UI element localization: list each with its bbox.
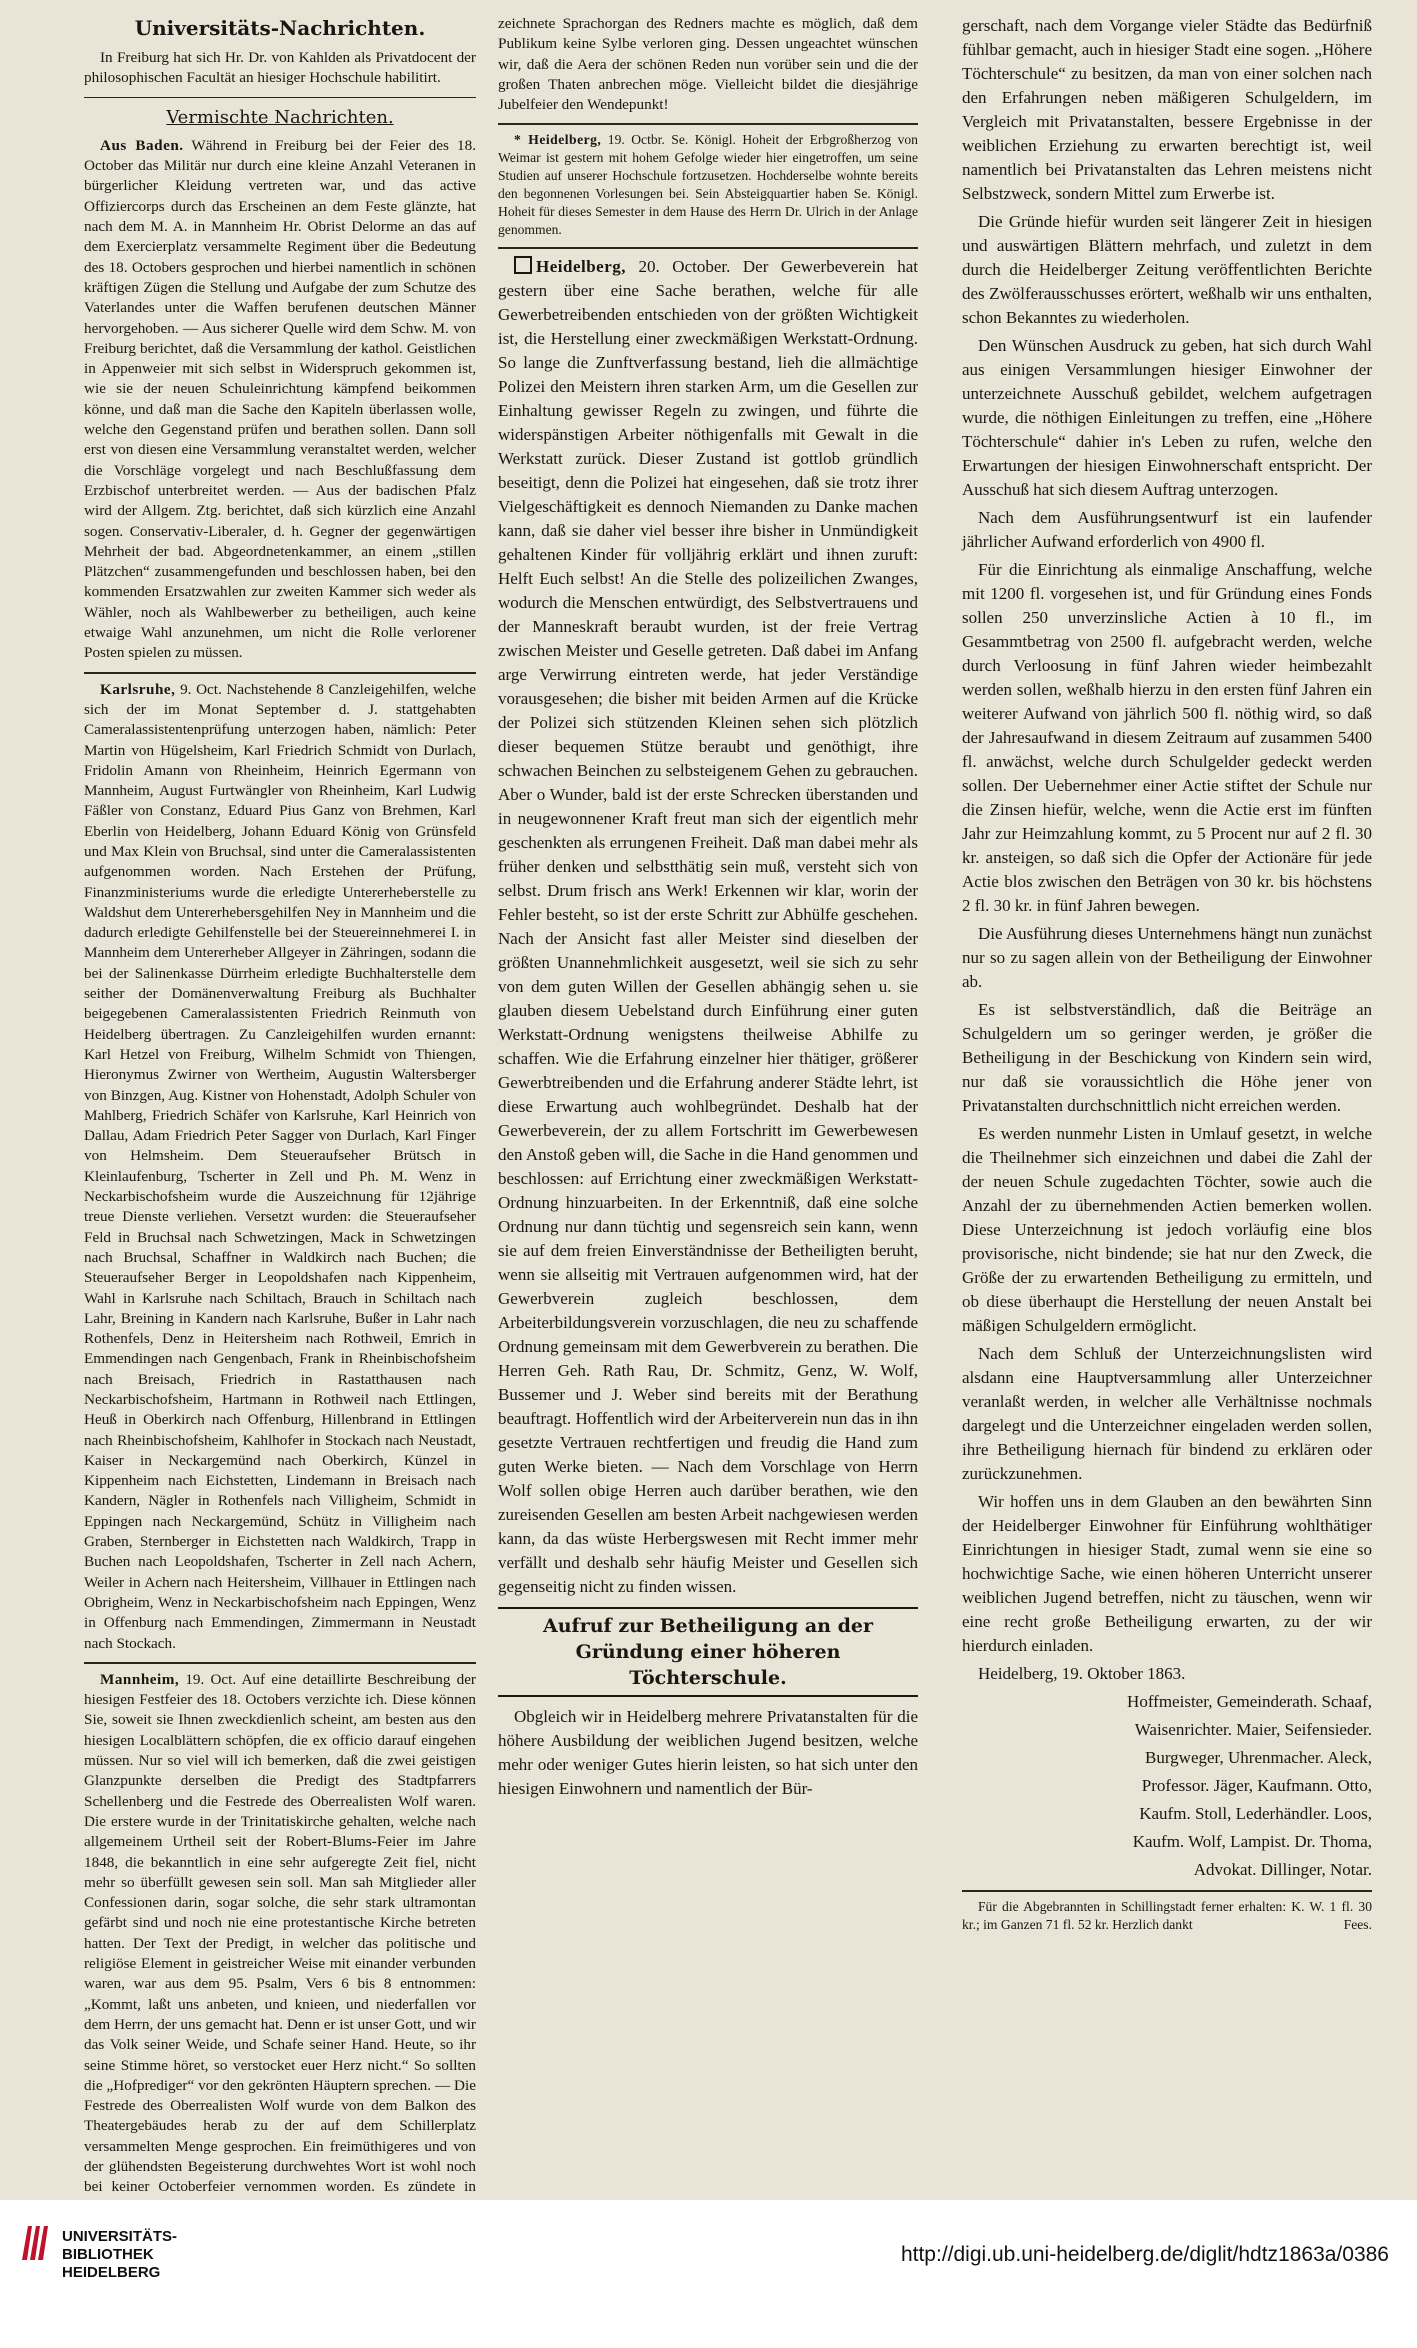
library-name-line: BIBLIOTHEK bbox=[62, 2246, 154, 2263]
dateline-date: 20. October. bbox=[638, 257, 731, 277]
signature-line: Hoffmeister, Gemeinderath. Schaaf, bbox=[1127, 1692, 1372, 1711]
article-body: Auf eine detaillirte Beschreibung der hiesigen Festfeier des 18. Octobers verzichte ich. Diese können Sie, soweit sie Ihnen zweckdienlich scheint, am besten aus den hiesigen Localblättern schöpfen, die ex officio darauf eingehen müssen. Nur so viel will ich bemerken, daß die zwei geistigen Glanzpunkte derselben die Predigt des Stadtpfarrers Schellenberg und die Festrede des Oberrealisten Wolf waren. Die erstere wurde in der Trinitatiskirche gehalten, welche nach allgemeinem Urtheil seit der Robert-Blums-Feier im Jahre 1848, die bekanntlich in eine sehr aufgeregte Zeit fiel, nicht mehr so überfüllt gewesen sein soll. Man sah Mitglieder aller Confessionen darin, sogar solche, die sehr stark ultramontan gefärbt sind und noch nie eine protestantische Kirche betreten hatten. Der Text der Predigt, in welcher das politische und religiöse Element in geistreicher Weise mit einander verbunden waren, war aus dem 95. Psalm, Vers 6 bis 8 entnommen: „Kommt, laßt uns anbeten, und knieen, und niederfallen vor dem Herrn, der uns gemacht hat. Denn er ist unser Gott, und wir das Volk seiner Weide, und Schafe seiner Hand. Heute, so ihr seine Stimme höret, so verstocket euer Herz nicht.“ So sollten die „Hofprediger“ vor den gekrönten Häuptern sprechen. — Die Festrede des Oberrealisten Wolf wurde von dem Balkon des Theatergebäudes herab zu der auf dem Schillerplatz versammelten Menge gesprochen. Ein freimüthigeres und von der glühendsten Begeisterung durchwehtes Wort ist wohl noch bei keiner Octoberfeier vernommen worden. Es zündete in bbox=[84, 1670, 476, 2196]
signature-line: Waisenrichter. Maier, Seifensieder. bbox=[1134, 1720, 1372, 1739]
article-karlsruhe bbox=[84, 680, 476, 1654]
dateline-place: Heidelberg, bbox=[536, 257, 627, 277]
library-logo-icon bbox=[18, 2222, 54, 2266]
signature-line: Kaufm. Stoll, Lederhändler. Loos, bbox=[1139, 1804, 1372, 1823]
divider bbox=[84, 1662, 476, 1664]
library-name bbox=[62, 2228, 177, 2282]
dateline-place: Mannheim, bbox=[100, 1670, 180, 1688]
aufruf-paragraph-6: Die Ausführung dieses Unternehmens hängt nun zunächst nur so zu sagen allein von der Betheiligung der Einwohner ab. bbox=[962, 924, 1372, 991]
aufruf-dateline: Heidelberg, 19. Oktober 1863. bbox=[978, 1664, 1186, 1683]
square-marker-icon bbox=[514, 256, 532, 274]
article-heidelberg-2 bbox=[498, 255, 918, 1599]
dateline-place: * Heidelberg, bbox=[514, 132, 602, 148]
aufruf-paragraph-1: gerschaft, nach dem Vorgange vieler Städte das Bedürfniß fühlbar gemacht, auch in hiesiger Stadt eine sogen. „Höhere Töchterschule“ zu besitzen, da man von einer solchen nach den Erfahrungen neben mäßigeren Schulgeldern, im Vergleich mit Privatanstalten, bessere Ergebnisse in der weiblichen Erziehung zu erwarten berechtigt ist, weil namentlich bei Privatanstalten das Lehren meistens nicht Selbstzweck, sondern Mittel zum Erwerbe ist. bbox=[962, 16, 1372, 203]
aufruf-paragraph-3: Den Wünschen Ausdruck zu geben, hat sich durch Wahl aus einigen Versammlungen hiesiger Einwohner der unterzeichnete Ausschuß gebildet, welchem aufgetragen wurde, die nöthigen Einleitungen zu treffen, eine „Höhere Töchterschule“ dahier in's Leben zu rufen, welche den Erwartungen der hiesigen Einwohnerschaft entspricht. Der Ausschuß hat sich diesem Auftrag unterzogen. bbox=[962, 336, 1372, 499]
footer-bar bbox=[0, 2200, 1417, 2348]
aufruf-paragraph-7: Es ist selbstverständlich, daß die Beiträge an Schulgeldern um so geringer werden, je größer die Betheiligung in der Beschickung von Kindern sein wird, nur daß sie voraussichtlich die Höhe jener von Privatanstalten durchschnittlich nicht erreichen werden. bbox=[962, 1000, 1372, 1115]
column-middle bbox=[498, 14, 918, 2174]
article-baden bbox=[84, 136, 476, 664]
divider bbox=[498, 123, 918, 125]
article-university: In Freiburg hat sich Hr. Dr. von Kahlden als Privatdocent der philosophischen Facultät an hiesiger Hochschule habilitirt. bbox=[84, 49, 476, 87]
dateline-place: Karlsruhe, bbox=[100, 680, 176, 698]
aufruf-paragraph-4: Nach dem Ausführungsentwurf ist ein laufender jährlicher Aufwand erforderlich von 4900 fl. bbox=[962, 508, 1372, 551]
donation-note bbox=[962, 1898, 1372, 1934]
dateline-date: 19. Octbr. bbox=[607, 132, 665, 148]
article-aufruf-start: Obgleich wir in Heidelberg mehrere Privatanstalten für die höhere Ausbildung der weiblichen Jugend besitzen, welche mehr oder weniger Gutes hierin leisten, so hat sich unter den hiesigen Einwohnern und namentlich der Bür- bbox=[498, 1707, 918, 1799]
signature-line: Burgweger, Uhrenmacher. Aleck, bbox=[1144, 1748, 1372, 1767]
divider bbox=[84, 97, 476, 98]
signature-line: Kaufm. Wolf, Lampist. Dr. Thoma, bbox=[1132, 1832, 1372, 1851]
signature-line: Professor. Jäger, Kaufmann. Otto, bbox=[1141, 1776, 1372, 1795]
divider bbox=[84, 672, 476, 674]
dateline-date: 9. Oct. bbox=[180, 680, 222, 698]
library-name-line: HEIDELBERG bbox=[62, 2264, 161, 2281]
aufruf-paragraph-2: Die Gründe hiefür wurden seit längerer Zeit in hiesigen und auswärtigen Blättern mehrfach, und zuletzt in dem durch die Heidelberger Zeitung veröffentlichten Berichte des Zwölferausschusses erörtert, weßhalb wir uns enthalten, schon Bekanntes zu wiederholen. bbox=[962, 212, 1372, 327]
heading-aufruf: Aufruf zur Betheiligung an der Gründung einer höheren Töchterschule. bbox=[498, 1607, 918, 1697]
article-body: Nachstehende 8 Canzleigehilfen, welche sich der im Monat September d. J. stattgehabten Cameralassistentenprüfung unterzogen haben, nämlich: Peter Martin von Hügelsheim, Karl Friedrich Schmidt von Durlach, Fridolin Amann von Rheinheim, Heinrich Egermann von Mannheim, August Furtwängler von Rheinheim, Karl Ludwig Fäßler von Constanz, Eduard Pius Ganz von Brehmen, Karl Eberlin von Heidelberg, Johann Eduard König von Grünsfeld und Max Klein von Bruchsal, sind unter die Cameralassistenten aufgenommen worden. Nach Erstehen der Prüfung, Finanzministeriums wurde die erledigte Untererheberstelle zu Waldshut dem Untererhebersgehilfen Ney in Mannheim und die dadurch erledigte Gehilfenstelle bei der Steuereinnehmerei I. in Mannheim dem Untererheber Allgeyer in Zähringen, sodann die bei der Salinenkasse Dürrheim erledigte Buchhalterstelle dem seither der Domänenverwaltung Freiburg als Buchhalter beigegebenen Cameralassistenten Friedrich Reinmuth von Heidelberg übertragen. Zu Canzleigehilfen wurden ernannt: Karl Hetzel von Freiburg, Wilhelm Schmidt von Thiengen, Hieronymus Zwirner von Wertheim, Augustin Waltersberger von Binzgen, Aug. Kistner von Hohenstadt, Adolph Schuler von Mahlberg, Friedrich Schäfer von Karlsruhe, Karl Heinrich von Dallau, Adam Friedrich Peter Sagger von Durlach, Karl Finger von Helmsheim. Dem Steueraufseher Brütsch in Kleinlaufenburg, Tscherter in Zell und Ph. M. Wenz in Neckarbischofsheim wurde die Auszeichnung für 12jährige treue Dienste verliehen. Versetzt wurden: die Steueraufseher Feld in Bruchsal nach Schwetzingen, Mack in Schwetzingen nach Bruchsal, Schaffner in Waldkirch nach Buchen; die Steueraufseher Berger in Leopoldshafen nach Kippenheim, Wahl in Karlsruhe nach Schiltach, Brauch in Schiltach nach Lahr, Breining in Kandern nach Karlsruhe, Bußer in Lahr nach Rothenfels, Denz in Heitersheim nach Rothweil, Emrich in Emmendingen nach Gengenbach, Frank in Rheinbischofsheim nach Breisach, Friedrich in Rastatthausen nach Neckarbischofsheim, Hartmann in Rothweil nach Ettlingen, Heuß in Oberkirch nach Offenburg, Hillenbrand in Ettlingen nach Rheinbischofsheim, Kahlhofer in Stockach nach Neustadt, Kaiser in Neckargemünd nach Oberkirch, Künzel in Kippenheim nach Eichstetten, Lindemann in Breisach nach Kandern, Nägler in Rothenfels nach Villigheim, Schmidt in Eppingen nach Neckargemünd, Schütz in Villigheim nach Graben, Sternberger in Eichstetten nach Waldkirch, Trapp in Buchen nach Leopoldshafen, Tscherter in Zell nach Achern, Weiler in Achern nach Heitersheim, Villhauer in Ettlingen nach Obrigheim, Wenz in Neckarbischofsheim nach Eppingen, Wenz in Offenburg nach Emmendingen, Zimmermann in Neustadt nach Stockach. bbox=[84, 680, 477, 1652]
aufruf-paragraph-8: Es werden nunmehr Listen in Umlauf gesetzt, in welche die Theilnehmer sich einzeichnen und dabei die Zahl der der neuen Schule zugedachten Töchter, sowie auch die Anzahl der zu übernehmenden Actien bemerken wollen. Diese Unterzeichnung ist jedoch vorläufig eine blos provisorische, nicht bindende; sie hat nur den Zweck, die Größe der zu erwartenden Betheiligung zu ermitteln, und ob diese überhaupt die Herstellung der neuen Anstalt bei mäßigen Schulgeldern ermöglicht. bbox=[962, 1124, 1372, 1335]
divider bbox=[498, 247, 918, 249]
signature-line: Advokat. Dillinger, Notar. bbox=[1193, 1860, 1372, 1879]
article-body: Se. Königl. Hoheit der Erbgroßherzog von Weimar ist gestern mit hohem Gefolge wieder hier eingetroffen, um seine Studien auf unserer Hochschule fortzusetzen. Hochderselbe wohnte bereits den begonnenen Vorlesungen bei. Sein Absteigquartier haben Se. Königl. Hoheit für dieses Semester in dem Hause des Herrn Dr. Ulrich in der Anlage genommen. bbox=[498, 132, 918, 238]
heading-university-news: Universitäts-Nachrichten. bbox=[134, 16, 426, 40]
donation-note-sign: Fees. bbox=[1343, 1917, 1372, 1932]
article-body: Während in Freiburg bei der Feier des 18. October das Militär nur durch eine kleine Anzahl Veteranen in bürgerlicher Kleidung vertreten war, und das active Offiziercorps durch das Erscheinen an dem Feste glänzte, hat nach dem M. A. in Mannheim Hr. Obrist Delorme an das auf dem Exercierplatz versammelte Regiment über die Bedeutung des 18. Octobers gesprochen und hierbei namentlich in schönen kräftigen Zügen die Stellung und Aufgabe der zum Schutze des Vaterlandes unter die Waffen berufenen deutschen Männer hervorgehoben. — Aus sicherer Quelle wird dem Schw. M. von Freiburg berichtet, daß die Versammlung der kathol. Geistlichen in Appenweier mit sich selbst in Widerspruch gekommen ist, wie sie der neuen Schuleinrichtung kämpfend beikommen könne, und daß man die Sache den Kapiteln überlassen wolle, welche den Gegenstand prüfen und berathen sollen. Dann soll erst von diesen eine Versammlung veranstaltet werden, welcher die Vorschläge vorgelegt und nach Beschlußfassung dem Erzbischof unterbreitet werden. — Aus der badischen Pfalz wird der Allgem. Ztg. berichtet, daß sich kürzlich eine Anzahl sogen. Conservativ-Liberaler, d. h. Gegner der gegenwärtigen Mehrheit der bad. Abgeordnetenkammer, an einem „stillen Plätzchen“ zusammengefunden und beschlossen haben, bei den kommenden Ersatzwahlen zur zweiten Kammer sich weder als Wähler, noch als Wahlbewerber zu betheiligen, auch keine etwaige Wahl anzunehmen, um nicht die Rolle verlorener Posten spielen zu müssen. bbox=[84, 136, 476, 662]
library-name-line: UNIVERSITÄTS- bbox=[62, 2228, 178, 2245]
aufruf-paragraph-9: Nach dem Schluß der Unterzeichnungslisten wird alsdann eine Hauptversammlung aller Unterzeichner veranlaßt werden, in welcher alle Verhältnisse nochmals dargelegt und die Unterzeichner eingeladen werden sollen, ihre Betheiligung hiernach für bindend zu erklären oder zurückzunehmen. bbox=[962, 1344, 1372, 1483]
dateline-date: 19. Oct. bbox=[185, 1670, 237, 1688]
aufruf-paragraph-10: Wir hoffen uns in dem Glauben an den bewährten Sinn der Heidelberger Einwohner für Einführung wohlthätiger Einrichtungen in hiesiger Stadt, zumal wenn sie eine so hochwichtige Sache, wie einen höheren Unterricht unserer weiblichen Jugend betreffen, nicht zu täuschen, wenn wir eine recht große Betheiligung erwarten, zu der wir hierdurch einladen. bbox=[962, 1492, 1372, 1655]
dateline-place: Aus Baden. bbox=[100, 136, 184, 154]
divider bbox=[962, 1890, 1372, 1892]
article-body: Der Gewerbeverein hat gestern über eine Sache berathen, welche für alle Gewerbetreibenden entschieden von der größten Wichtigkeit ist, die Herstellung einer zweckmäßigen Werkstatt-Ordnung. So lange die Zunftverfassung bestand, lieh die allmächtige Polizei den Meistern ihren starken Arm, um die Gesellen zur Einhaltung gewisser Regeln zu zwingen, und führte die widerspänstigen Arbeiter nöthigenfalls mit Gewalt in die Werkstatt zurück. Dieser Zustand ist gottlob gründlich beseitigt, denn die Polizei hat eingesehen, daß sie trotz ihrer Vielgeschäftigkeit es dennoch Niemanden zu Danke machen kann, daß sie daher viel besser ihre bisher in Unmündigkeit gehaltenen Kinder für volljährig erklärt und ihnen zuruft: Helft Euch selbst! An die Stelle des polizeilichen Zwanges, wodurch die Menschen entwürdigt, des Selbstvertrauens und der Manneskraft beraubt wurden, ist der freie Vertrag zwischen Meister und Geselle getreten. Daß dabei im Anfang arge Verwirrung eintreten werde, hat jeder Verständige vorausgesehen; die bisher mit beiden Armen auf die Krücke der Polizei sich stützenden Kleinen sehen sich plötzlich dieser bequemen Stütze beraubt und genöthigt, ihre schwachen Beinchen zu selbsteigenem Gehen zu gebrauchen. Aber o Wunder, bald ist der erste Schrecken überstanden und in neugewonnener Kraft freut man sich der eigentlich mehr geschenkten als errungenen Freiheit. Daß man dabei mehr als früher denken und selbstthätig sein muß, versteht sich von selbst. Drum frisch ans Werk! Erkennen wir klar, worin der Fehler besteht, so ist der erste Schritt zur Abhülfe geschehen. Nach der Ansicht fast aller Meister sind dieselben der größten Unannehmlichkeit ausgesetzt, weil sie sich zu sehr von dem guten Willen der Gesellen abhängig sehen u. sie glauben diesem Uebelstand durch Einführung einer guten Werkstatt-Ordnung wenigstens theilweise Abhilfe zu schaffen. Wie die Erfahrung einzelner hier thätiger, größerer Gewerbtreibenden und die Erfahrung anderer Städte lehrt, ist diese Erwartung auch wohlbegründet. Deshalb hat der Gewerbeverein, der zu allem Fortschritt im Gewerbewesen den Anstoß geben will, die Sache in die Hand genommen und beschlossen: auf Errichtung einer zweckmäßigen Werkstatt-Ordnung hinzuarbeiten. In der Erkenntniß, daß eine solche Ordnung nur dann tüchtig und segensreich sein kann, wenn sie auf dem freien Einverständnisse der Betheiligten beruht, wenn sie allseitig mit Vertrauen aufgenommen wird, hat der Gewerbverein zugleich beschlossen, dem Arbeiterbildungsverein vorzuschlagen, die neu zu schaffende Ordnung gemeinsam mit dem Gewerbverein zu berathen. Die Herren Geh. Rath Rau, Dr. Schmitz, Genz, W. Wolf, Bussemer und J. Weber sind bereits mit der Berathung beauftragt. Hoffentlich wird der Arbeiterverein nun das in ihn gesetzte Vertrauen rechtfertigen und freudig die Hand zum guten Werke bieten. — Nach dem Vorschlage von Herrn Wolf sollen obige Herren auch darüber berathen, wie den zureisenden Gesellen am besten Arbeit nachgewiesen werden kann, da das wüste Herbergswesen mit Recht immer mehr verfällt und deshalb sehr häufig Meister und Gesellen sich gegenseitig nicht zu finden wissen. bbox=[498, 257, 918, 1597]
heading-misc-news: Vermischte Nachrichten. bbox=[166, 106, 394, 128]
column-right bbox=[962, 14, 1372, 2174]
article-heidelberg-1 bbox=[498, 131, 918, 239]
article-continued: zeichnete Sprachorgan des Redners machte es möglich, daß dem Publikum keine Sylbe verloren ging. Dessen ungeachtet wünschen wir, daß die Aera der schönen Reden nun vorüber sein und die der großen Thaten anbrechen möge. Vielleicht bildet die diesjährige Jubelfeier den Wendepunkt! bbox=[498, 15, 918, 114]
article-mannheim bbox=[84, 1670, 476, 2218]
column-left bbox=[84, 14, 477, 2196]
donation-note-text: Für die Abgebrannten in Schillingstadt ferner erhalten: K. W. 1 fl. 30 kr.; im Ganzen 71 fl. 52 kr. Herzlich dankt bbox=[962, 1899, 1372, 1932]
source-url-link[interactable]: http://digi.ub.uni-heidelberg.de/diglit/hdtz1863a/0386 bbox=[900, 2243, 1389, 2266]
aufruf-paragraph-5: Für die Einrichtung als einmalige Anschaffung, welche mit 1200 fl. vorgesehen ist, und für Gründung eines Fonds sollen 250 unverzinsliche Actien à 10 fl., im Gesammtbetrag von 2500 fl. aufgebracht werden, welche durch Verloosung in fünf Jahren wieder heimbezahlt werden sollen, weßhalb hierzu in den ersten fünf Jahren ein weiterer Aufwand von jährlich 500 fl. nöthig wird, so daß der Jahresaufwand in diesem Zeitraum auf zusammen 5400 fl. anwächst, welche durch Schulgelder gedeckt werden sollen. Der Uebernehmer einer Actie stiftet der Schule nur die Zinsen hiefür, welche, wenn die Actie erst im fünften Jahr zur Heimzahlung kommt, zu 5 Procent nur auf 2 fl. 30 kr. ansteigen, so daß sich die Opfer der Actionäre für jede Actie blos zwischen den Beträgen von 30 kr. bis höchstens 2 fl. 30 kr. in fünf Jahren bewegen. bbox=[962, 560, 1372, 915]
